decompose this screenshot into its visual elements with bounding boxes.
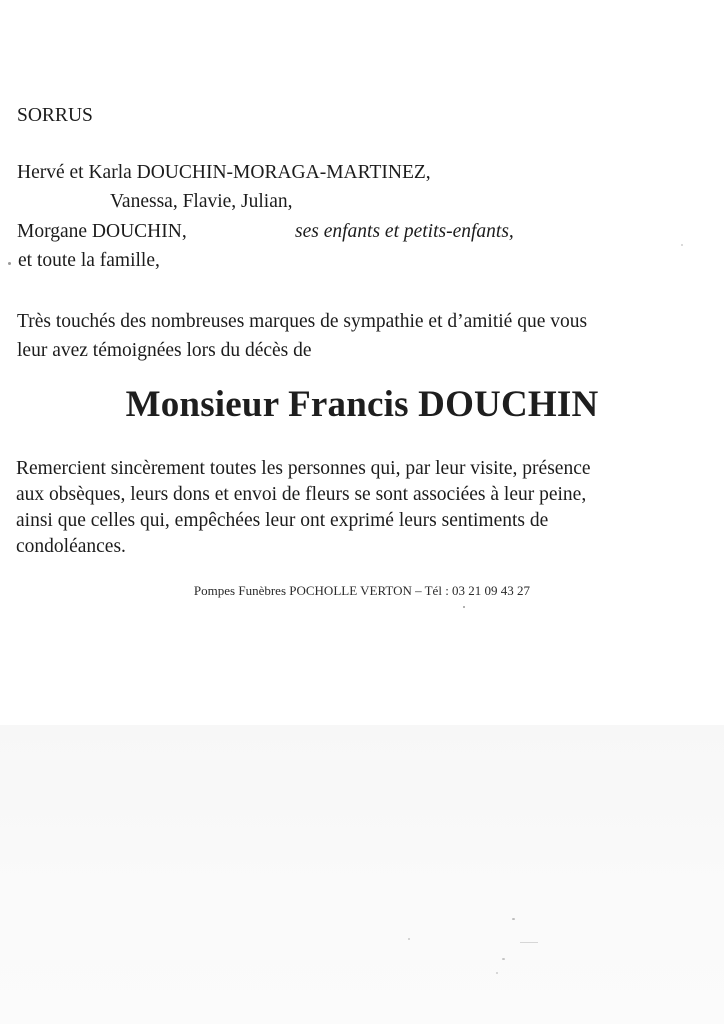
scan-speck (512, 918, 515, 920)
heading-location: SORRUS (17, 105, 93, 126)
scan-speck (8, 262, 11, 265)
family-line-4: et toute la famille, (18, 250, 160, 271)
scan-speck (496, 972, 498, 974)
scan-speck (502, 958, 505, 960)
thanks-line-2: aux obsèques, leurs dons et envoi de fleurs se sont associées à leur peine, (16, 484, 587, 505)
thanks-line-1: Remercient sincèrement toutes les personnes qui, par leur visite, présence (16, 458, 591, 479)
scan-background (0, 725, 724, 1024)
family-line-2: Vanessa, Flavie, Julian, (110, 191, 293, 212)
family-line-3-name: Morgane DOUCHIN, (17, 221, 187, 242)
intro-line-2: leur avez témoignées lors du décès de (17, 340, 312, 361)
family-line-1: Hervé et Karla DOUCHIN-MORAGA-MARTINEZ, (17, 162, 431, 183)
family-line-3-role: ses enfants et petits-enfants, (295, 221, 514, 242)
deceased-name: Monsieur Francis DOUCHIN (125, 384, 599, 425)
scan-speck (463, 606, 465, 608)
thanks-line-3: ainsi que celles qui, empêchées leur ont exprimé leurs sentiments de (16, 510, 549, 531)
scan-speck (520, 942, 538, 943)
funeral-home-footer: Pompes Funèbres POCHOLLE VERTON – Tél : 03 21 09 43 27 (193, 583, 531, 598)
thanks-line-4: condoléances. (16, 536, 126, 557)
intro-line-1: Très touchés des nombreuses marques de sympathie et d’amitié que vous (17, 311, 588, 332)
scan-speck (681, 244, 683, 246)
scan-speck (408, 938, 410, 940)
